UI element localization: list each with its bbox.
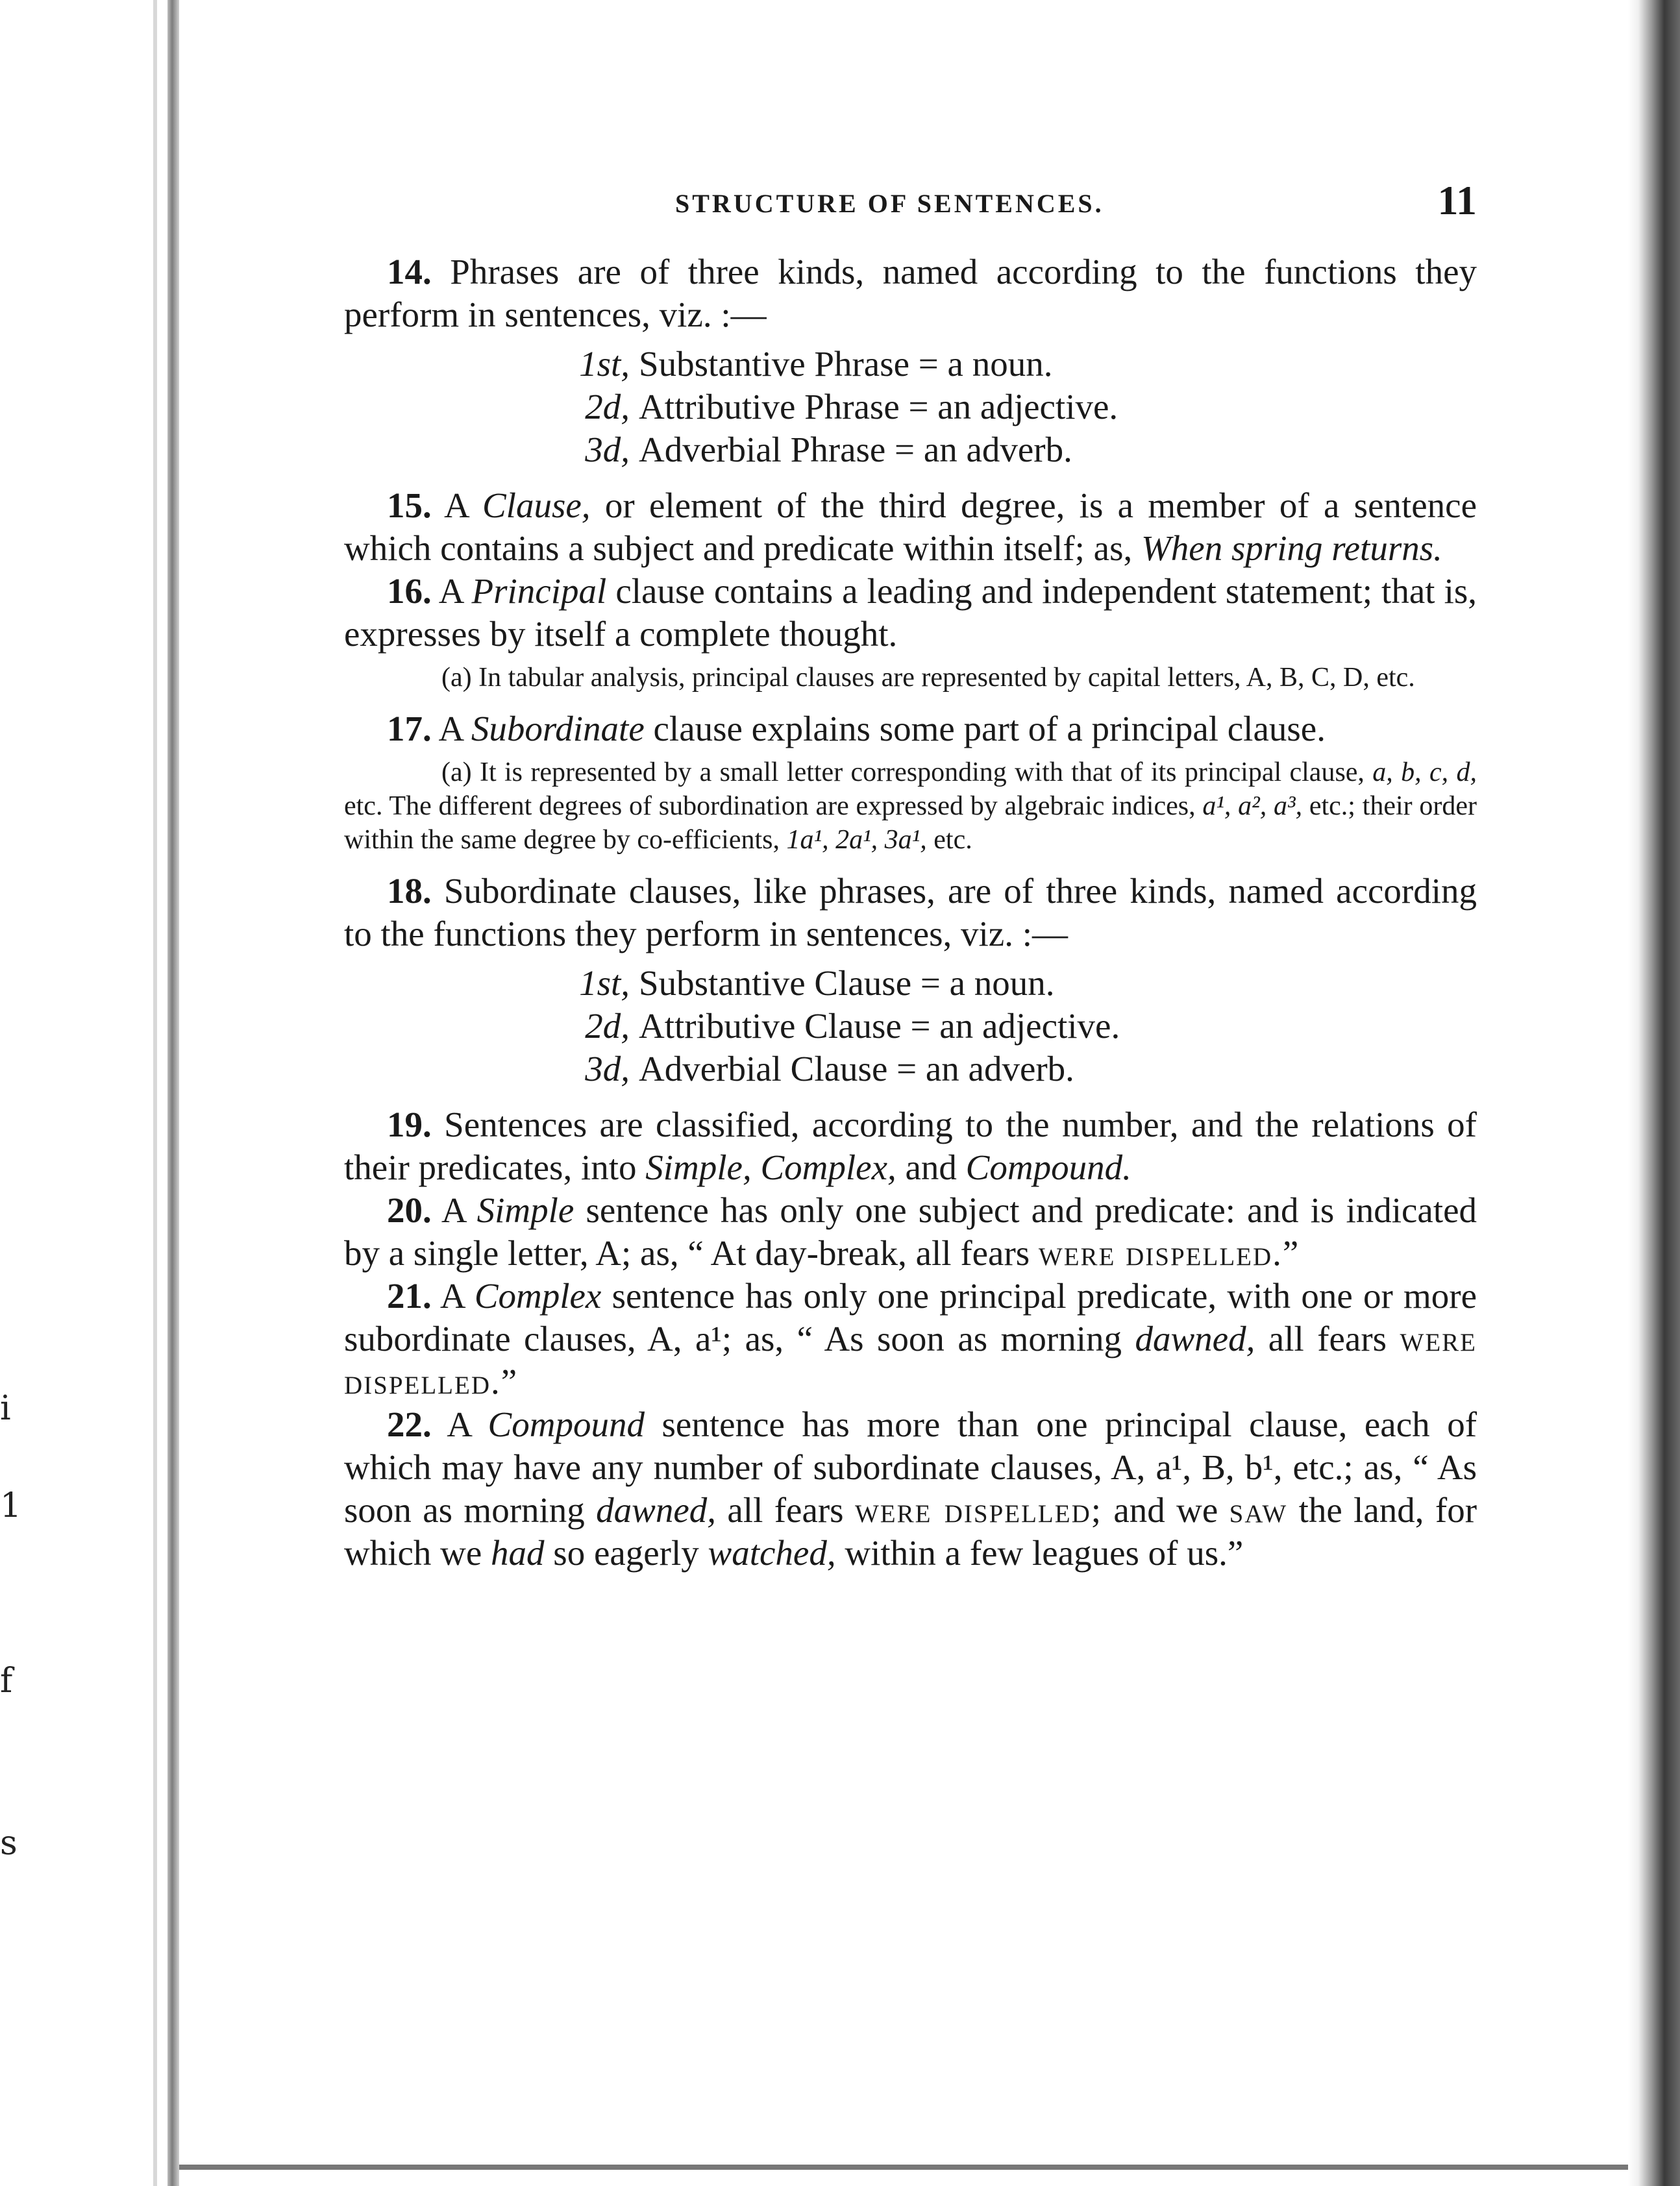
page-edge-shadow xyxy=(1628,0,1680,2186)
item-text: Substantive Clause = a noun. xyxy=(639,963,1055,1003)
note-indices: a¹, a², a³, xyxy=(1202,791,1303,821)
item-text: Attributive Phrase = an adjective. xyxy=(639,387,1118,426)
paragraph-21 xyxy=(344,1275,1477,1403)
paragraph-text: sentence has only one subject and predicate: and is indicated by a single letter, A; as, “ At day-break, all fears xyxy=(344,1190,1477,1273)
close-quote: ” xyxy=(1282,1233,1299,1273)
paragraph-text: Phrases are of three kinds, named according to the functions they perform in sentences, viz. :— xyxy=(344,252,1477,334)
note-coefficients: 1a¹, 2a¹, 3a¹, xyxy=(786,825,927,855)
small-caps-predicate: were dispelled. xyxy=(1038,1233,1283,1273)
paragraph-text: Subordinate clauses, like phrases, are of three kinds, named according to the functions they perform in sentences, viz. :— xyxy=(344,871,1477,953)
paragraph-number: 21. xyxy=(387,1276,432,1316)
small-caps-predicate: saw xyxy=(1229,1490,1288,1530)
italic-verb: had xyxy=(491,1533,545,1573)
paragraph-number: 22. xyxy=(387,1405,432,1444)
article: A xyxy=(441,1190,465,1230)
article: A xyxy=(439,1276,464,1316)
article: A xyxy=(444,485,468,525)
close-quote: ” xyxy=(500,1362,517,1401)
note-text: etc. The different degrees of subordination are expressed by algebraic indices, xyxy=(344,791,1196,821)
italic-verb: watched, xyxy=(708,1533,836,1573)
note-text: (a) It is represented by a small letter corresponding with that of its principal clause, xyxy=(441,757,1365,787)
term-simple: Simple, xyxy=(645,1148,752,1187)
book-page xyxy=(344,177,1477,1575)
defined-term: Simple xyxy=(476,1190,574,1230)
page-header xyxy=(344,177,1477,222)
list-item xyxy=(558,1048,1477,1090)
margin-bleed-letter: f xyxy=(0,1662,13,1701)
article: A xyxy=(447,1405,471,1444)
note-text: etc. xyxy=(933,825,972,855)
paragraph-number: 20. xyxy=(387,1190,432,1230)
paragraph-text: clause contains a leading and independent statement; that is, expresses by itself a complete thought. xyxy=(344,571,1477,654)
paragraph-text: sentence has more than one principal clause, each of which may have any number of subordinate clauses, A, a¹, B, b¹, etc.; as, “ As soon as morning xyxy=(344,1405,1477,1530)
phrase-kinds-list xyxy=(558,343,1477,471)
page-body xyxy=(344,251,1477,1575)
paragraph-text: within a few leagues of us.” xyxy=(845,1533,1244,1573)
ordinal: 3d, xyxy=(585,1049,630,1088)
list-item xyxy=(558,1005,1477,1048)
margin-bleed-letter: i xyxy=(0,1389,11,1428)
clause-kinds-list xyxy=(558,962,1477,1090)
ordinal: 1st, xyxy=(579,963,630,1003)
page-bottom-edge xyxy=(179,2165,1628,2170)
note-17a xyxy=(344,755,1477,857)
paragraph-text: and we xyxy=(1113,1490,1218,1530)
paragraph-15 xyxy=(344,484,1477,570)
paragraph-text: so eagerly xyxy=(553,1533,699,1573)
defined-term: Clause, xyxy=(482,485,591,525)
paragraph-number: 14. xyxy=(387,252,432,291)
running-head: STRUCTURE OF SENTENCES. xyxy=(675,189,1104,218)
paragraph-14 xyxy=(344,251,1477,336)
item-text: Substantive Phrase = a noun. xyxy=(639,344,1053,384)
ordinal: 1st, xyxy=(579,344,630,384)
italic-verb: dawned, xyxy=(1135,1319,1255,1358)
paragraph-22 xyxy=(344,1403,1477,1575)
defined-term: Complex xyxy=(474,1276,602,1316)
scan-shadow xyxy=(153,0,157,2186)
list-item xyxy=(558,428,1477,471)
note-letters: a, b, c, d, xyxy=(1372,757,1477,787)
conjunction: and xyxy=(905,1148,957,1187)
list-item xyxy=(558,962,1477,1005)
item-text: Adverbial Clause = an adverb. xyxy=(639,1049,1074,1088)
paragraph-19 xyxy=(344,1103,1477,1189)
paragraph-text: all fears xyxy=(727,1490,844,1530)
paragraph-number: 18. xyxy=(387,871,432,911)
defined-term: Subordinate xyxy=(471,709,645,748)
ordinal: 2d, xyxy=(585,1006,630,1046)
paragraph-text: Sentences are classified, according to the number, and the relations of their predicates, into xyxy=(344,1105,1477,1187)
article: A xyxy=(438,709,463,748)
page-binding-gutter xyxy=(167,0,179,2186)
paragraph-17 xyxy=(344,707,1477,750)
term-complex: Complex, xyxy=(760,1148,896,1187)
item-text: Attributive Clause = an adjective. xyxy=(639,1006,1120,1046)
paragraph-20 xyxy=(344,1189,1477,1275)
note-16a: (a) In tabular analysis, principal clauses are represented by capital letters, A, B, C, D, etc. xyxy=(441,663,1415,693)
example: When spring returns. xyxy=(1141,528,1442,568)
paragraph-number: 15. xyxy=(387,485,432,525)
italic-verb: dawned, xyxy=(596,1490,717,1530)
small-caps-predicate: were dispelled. xyxy=(344,1319,1477,1401)
paragraph-18 xyxy=(344,870,1477,955)
paragraph-16 xyxy=(344,570,1477,656)
defined-term: Principal xyxy=(471,571,607,611)
margin-bleed-letter: 1 xyxy=(0,1486,22,1525)
defined-term: Compound xyxy=(488,1405,645,1444)
paragraph-text: the land, for which we xyxy=(344,1490,1477,1573)
paragraph-number: 19. xyxy=(387,1105,432,1144)
paragraph-text: sentence has only one principal predicate, with one or more subordinate clauses, A, a¹; as, “ As soon as morning xyxy=(344,1276,1477,1358)
margin-bleed-letter: s xyxy=(0,1824,18,1863)
ordinal: 3d, xyxy=(585,430,630,469)
paragraph-text: or element of the third degree, is a member of a sentence which contains a subject and predicate within itself; as, xyxy=(344,485,1477,568)
ordinal: 2d, xyxy=(585,387,630,426)
page-number: 11 xyxy=(1437,177,1477,223)
small-caps-predicate: were dispelled; xyxy=(854,1490,1103,1530)
note-text: etc.; their order within the same degree by co-efficients, xyxy=(344,791,1477,855)
item-text: Adverbial Phrase = an adverb. xyxy=(639,430,1072,469)
list-item xyxy=(558,343,1477,386)
paragraph-text: clause explains some part of a principal clause. xyxy=(653,709,1326,748)
paragraph-number: 17. xyxy=(387,709,432,748)
paragraph-number: 16. xyxy=(387,571,432,611)
article: A xyxy=(438,571,463,611)
paragraph-text: all fears xyxy=(1268,1319,1387,1358)
list-item xyxy=(558,386,1477,428)
term-compound: Compound. xyxy=(965,1148,1131,1187)
